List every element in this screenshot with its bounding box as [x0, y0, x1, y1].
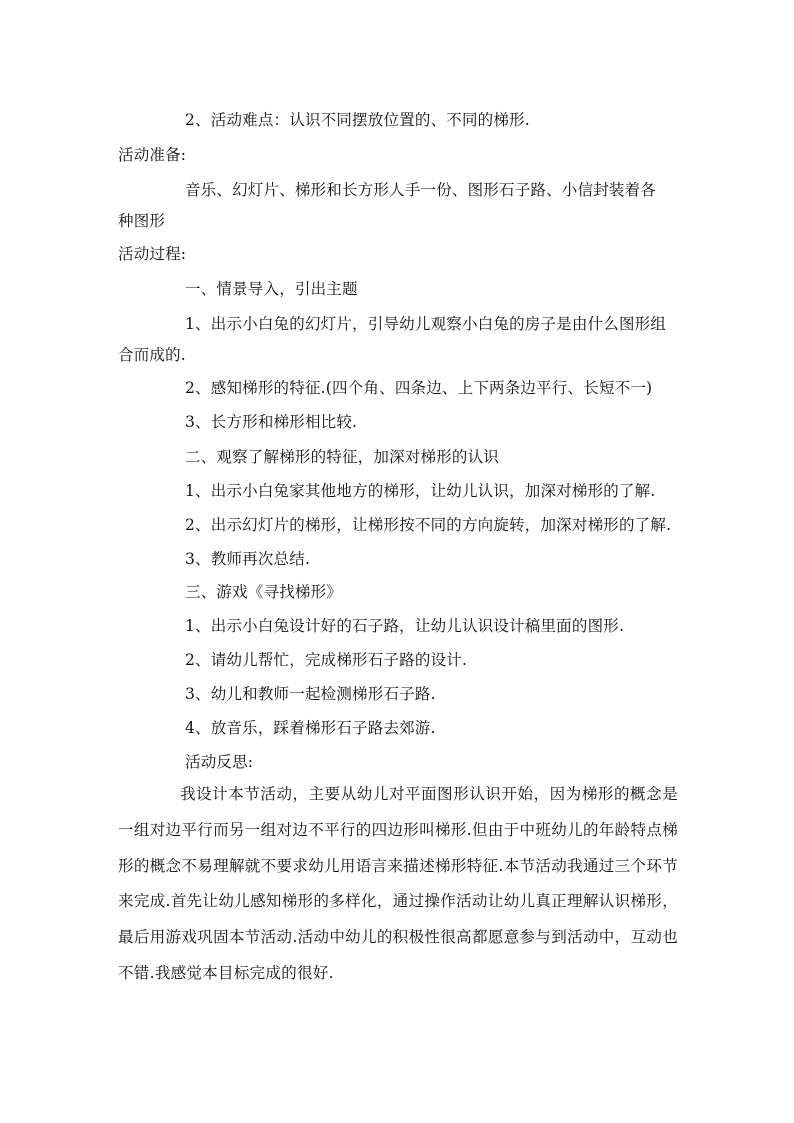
step-heading-3: 三、游戏《寻找梯形》 — [185, 583, 343, 601]
step-1-item-2: 2、感知梯形的特征.(四个角、四条边、上下两条边平行、长短不一) — [185, 379, 653, 397]
step-2-item-1: 1、出示小白兔家其他地方的梯形，让幼儿认识，加深对梯形的了解. — [185, 482, 656, 500]
step-3-item-2: 2、请幼儿帮忙，完成梯形石子路的设计. — [185, 651, 468, 669]
step-heading-2: 二、观察了解梯形的特征，加深对梯形的认识 — [185, 448, 500, 466]
step-3-item-1: 1、出示小白兔设计好的石子路，让幼儿认识设计稿里面的图形. — [185, 617, 625, 635]
preparation-text-line-1: 音乐、幻灯片、梯形和长方形人手一份、图形石子路、小信封装着各 — [185, 181, 657, 199]
step-2-item-3: 3、教师再次总结. — [185, 550, 311, 568]
reflection-paragraph: 我设计本节活动，主要从幼儿对平面图形认识开始，因为梯形的概念是一组对边平行而另一组对边不平行的四边形叫梯形.但由于中班幼儿的年龄特点梯形的概念不易理解就不要求幼儿用语言来描述梯形特征.本节活动我通过三个环节来完成.首先让幼儿感知梯形的多样化，通过操作活动让幼儿真正理解认识梯形，最后用游戏巩固本节活动.活动中幼儿的积极性很高都愿意参与到活动中，互动也不错.我感觉本目标完成的很好. — [118, 785, 678, 982]
step-3-item-4: 4、放音乐，踩着梯形石子路去郊游. — [185, 719, 436, 737]
step-3-item-3: 3、幼儿和教师一起检测梯形石子路. — [185, 685, 436, 703]
preparation-text-line-2: 种图形 — [118, 212, 166, 230]
step-1-item-1-line-2: 合而成的. — [118, 346, 186, 364]
step-heading-1: 一、情景导入，引出主题 — [185, 280, 358, 298]
step-1-item-3: 3、长方形和梯形相比较. — [185, 413, 358, 431]
section-heading-process: 活动过程: — [118, 245, 187, 263]
section-heading-reflection: 活动反思: — [185, 753, 254, 771]
section-heading-preparation: 活动准备: — [118, 146, 187, 164]
step-2-item-2: 2、出示幻灯片的梯形，让梯形按不同的方向旋转，加深对梯形的了解. — [185, 516, 672, 534]
difficulty-line: 2、活动难点：认识不同摆放位置的、不同的梯形. — [185, 111, 530, 129]
step-1-item-1-line-1: 1、出示小白兔的幻灯片，引导幼儿观察小白兔的房子是由什么图形组 — [185, 315, 667, 333]
